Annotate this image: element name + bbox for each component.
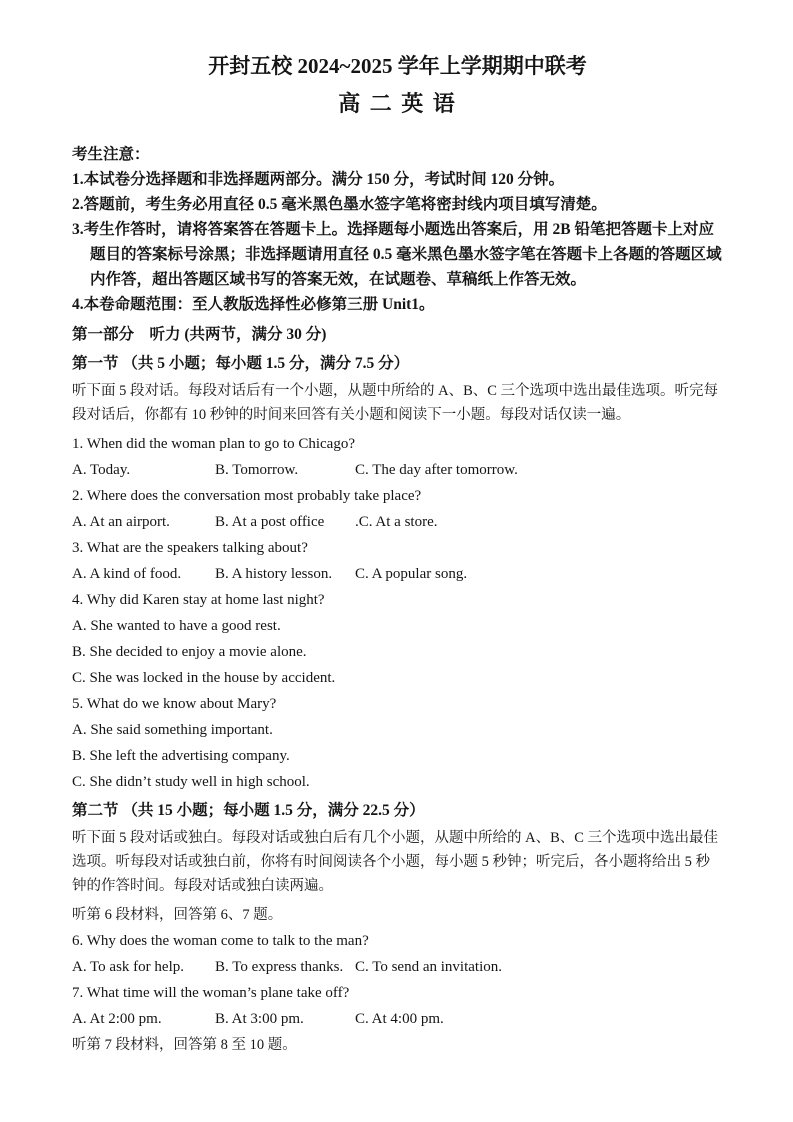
option-b: B. At 3:00 pm. bbox=[215, 1011, 304, 1027]
question-options bbox=[72, 457, 723, 483]
notice-item-1: 1.本试卷分选择题和非选择题两部分。满分 150 分，考试时间 120 分钟。 bbox=[72, 171, 565, 188]
option-c: C. A popular song. bbox=[355, 566, 468, 582]
option-b: B. Tomorrow. bbox=[215, 462, 299, 478]
section-1 bbox=[72, 351, 723, 795]
material7-note: 听第 7 段材料，回答第 8 至 10 题。 bbox=[72, 1037, 297, 1053]
option-a: A. A kind of food. bbox=[72, 566, 182, 582]
question-stem: 6. Why does the woman come to talk to the man? bbox=[72, 933, 369, 949]
question-stem: 7. What time will the woman’s plane take off? bbox=[72, 985, 350, 1001]
question-stem: 1. When did the woman plan to go to Chicago? bbox=[72, 436, 356, 452]
question-stem: 5. What do we know about Mary? bbox=[72, 696, 277, 712]
notice-item-4: 4.本卷命题范围：至人教版选择性必修第三册 Unit1。 bbox=[72, 296, 435, 313]
question-stem: 4. Why did Karen stay at home last night? bbox=[72, 592, 325, 608]
question-options bbox=[72, 1006, 723, 1032]
section1-heading: 第一节 （共 5 小题；每小题 1.5 分，满分 7.5 分） bbox=[72, 355, 410, 372]
option-c: C. To send an invitation. bbox=[355, 959, 502, 975]
part1-heading: 第一部分 听力 (共两节，满分 30 分) bbox=[72, 326, 327, 343]
option-b: B. She left the advertising company. bbox=[72, 748, 290, 764]
section1-instructions: 听下面 5 段对话。每段对话后有一个小题，从题中所给的 A、B、C 三个选项中选出最佳选项。听完每段对话后，你都有 10 秒钟的时间来回答有关小题和阅读下一小题。每段对话仅读一遍。 bbox=[72, 383, 719, 423]
option-a: A. She wanted to have a good rest. bbox=[72, 618, 281, 634]
question-options bbox=[72, 954, 723, 980]
question-7 bbox=[72, 980, 723, 1032]
question-stem: 2. Where does the conversation most probably take place? bbox=[72, 488, 422, 504]
notice-item-2: 2.答题前，考生务必用直径 0.5 毫米黑色墨水签字笔将密封线内项目填写清楚。 bbox=[72, 196, 607, 213]
section2-instructions: 听下面 5 段对话或独白。每段对话或独白后有几个小题，从题中所给的 A、B、C 三个选项中选出最佳选项。听每段对话或独白前，你将有时间阅读各个小题，每小题 5 秒钟；听完后，各小题将给出 5 秒钟的作答时间。每段对话或独白读两遍。 bbox=[72, 830, 719, 894]
option-a: A. She said something important. bbox=[72, 722, 273, 738]
option-b: B. A history lesson. bbox=[215, 566, 333, 582]
question-3 bbox=[72, 535, 723, 587]
option-a: A. To ask for help. bbox=[72, 959, 184, 975]
question-5 bbox=[72, 691, 723, 795]
question-options bbox=[72, 509, 723, 535]
option-c: .C. At a store. bbox=[355, 514, 438, 530]
question-1 bbox=[72, 431, 723, 483]
option-b: B. To express thanks. bbox=[215, 959, 344, 975]
exam-subtitle: 高 二 英 语 bbox=[338, 91, 457, 116]
question-options bbox=[72, 561, 723, 587]
section-2 bbox=[72, 798, 723, 1058]
option-b: B. She decided to enjoy a movie alone. bbox=[72, 644, 307, 660]
option-a: A. At 2:00 pm. bbox=[72, 1011, 162, 1027]
option-c: C. She didn’t study well in high school. bbox=[72, 774, 310, 790]
exam-title: 开封五校 2024~2025 学年上学期期中联考 bbox=[208, 54, 587, 78]
question-6 bbox=[72, 928, 723, 980]
option-b: B. At a post office bbox=[215, 514, 325, 530]
option-c: C. At 4:00 pm. bbox=[355, 1011, 444, 1027]
option-c: C. The day after tomorrow. bbox=[355, 462, 518, 478]
notice-item-3: 3.考生作答时，请将答案答在答题卡上。选择题每小题选出答案后，用 2B 铅笔把答题卡上对应题目的答案标号涂黑；非选择题请用直径 0.5 毫米黑色墨水签字笔在答题卡上各题的答题区域内作答，超出答题区域书写的答案无效，在试题卷、草稿纸上作答无效。 bbox=[72, 221, 722, 288]
option-a: A. Today. bbox=[72, 462, 131, 478]
notice-header: 考生注意： bbox=[72, 146, 150, 163]
option-c: C. She was locked in the house by accident. bbox=[72, 670, 336, 686]
option-a: A. At an airport. bbox=[72, 514, 170, 530]
question-2 bbox=[72, 483, 723, 535]
question-stem: 3. What are the speakers talking about? bbox=[72, 540, 308, 556]
question-4 bbox=[72, 587, 723, 691]
section2-heading: 第二节 （共 15 小题；每小题 1.5 分，满分 22.5 分） bbox=[72, 802, 425, 819]
material6-note: 听第 6 段材料，回答第 6、7 题。 bbox=[72, 907, 283, 923]
candidate-notices bbox=[72, 142, 723, 317]
